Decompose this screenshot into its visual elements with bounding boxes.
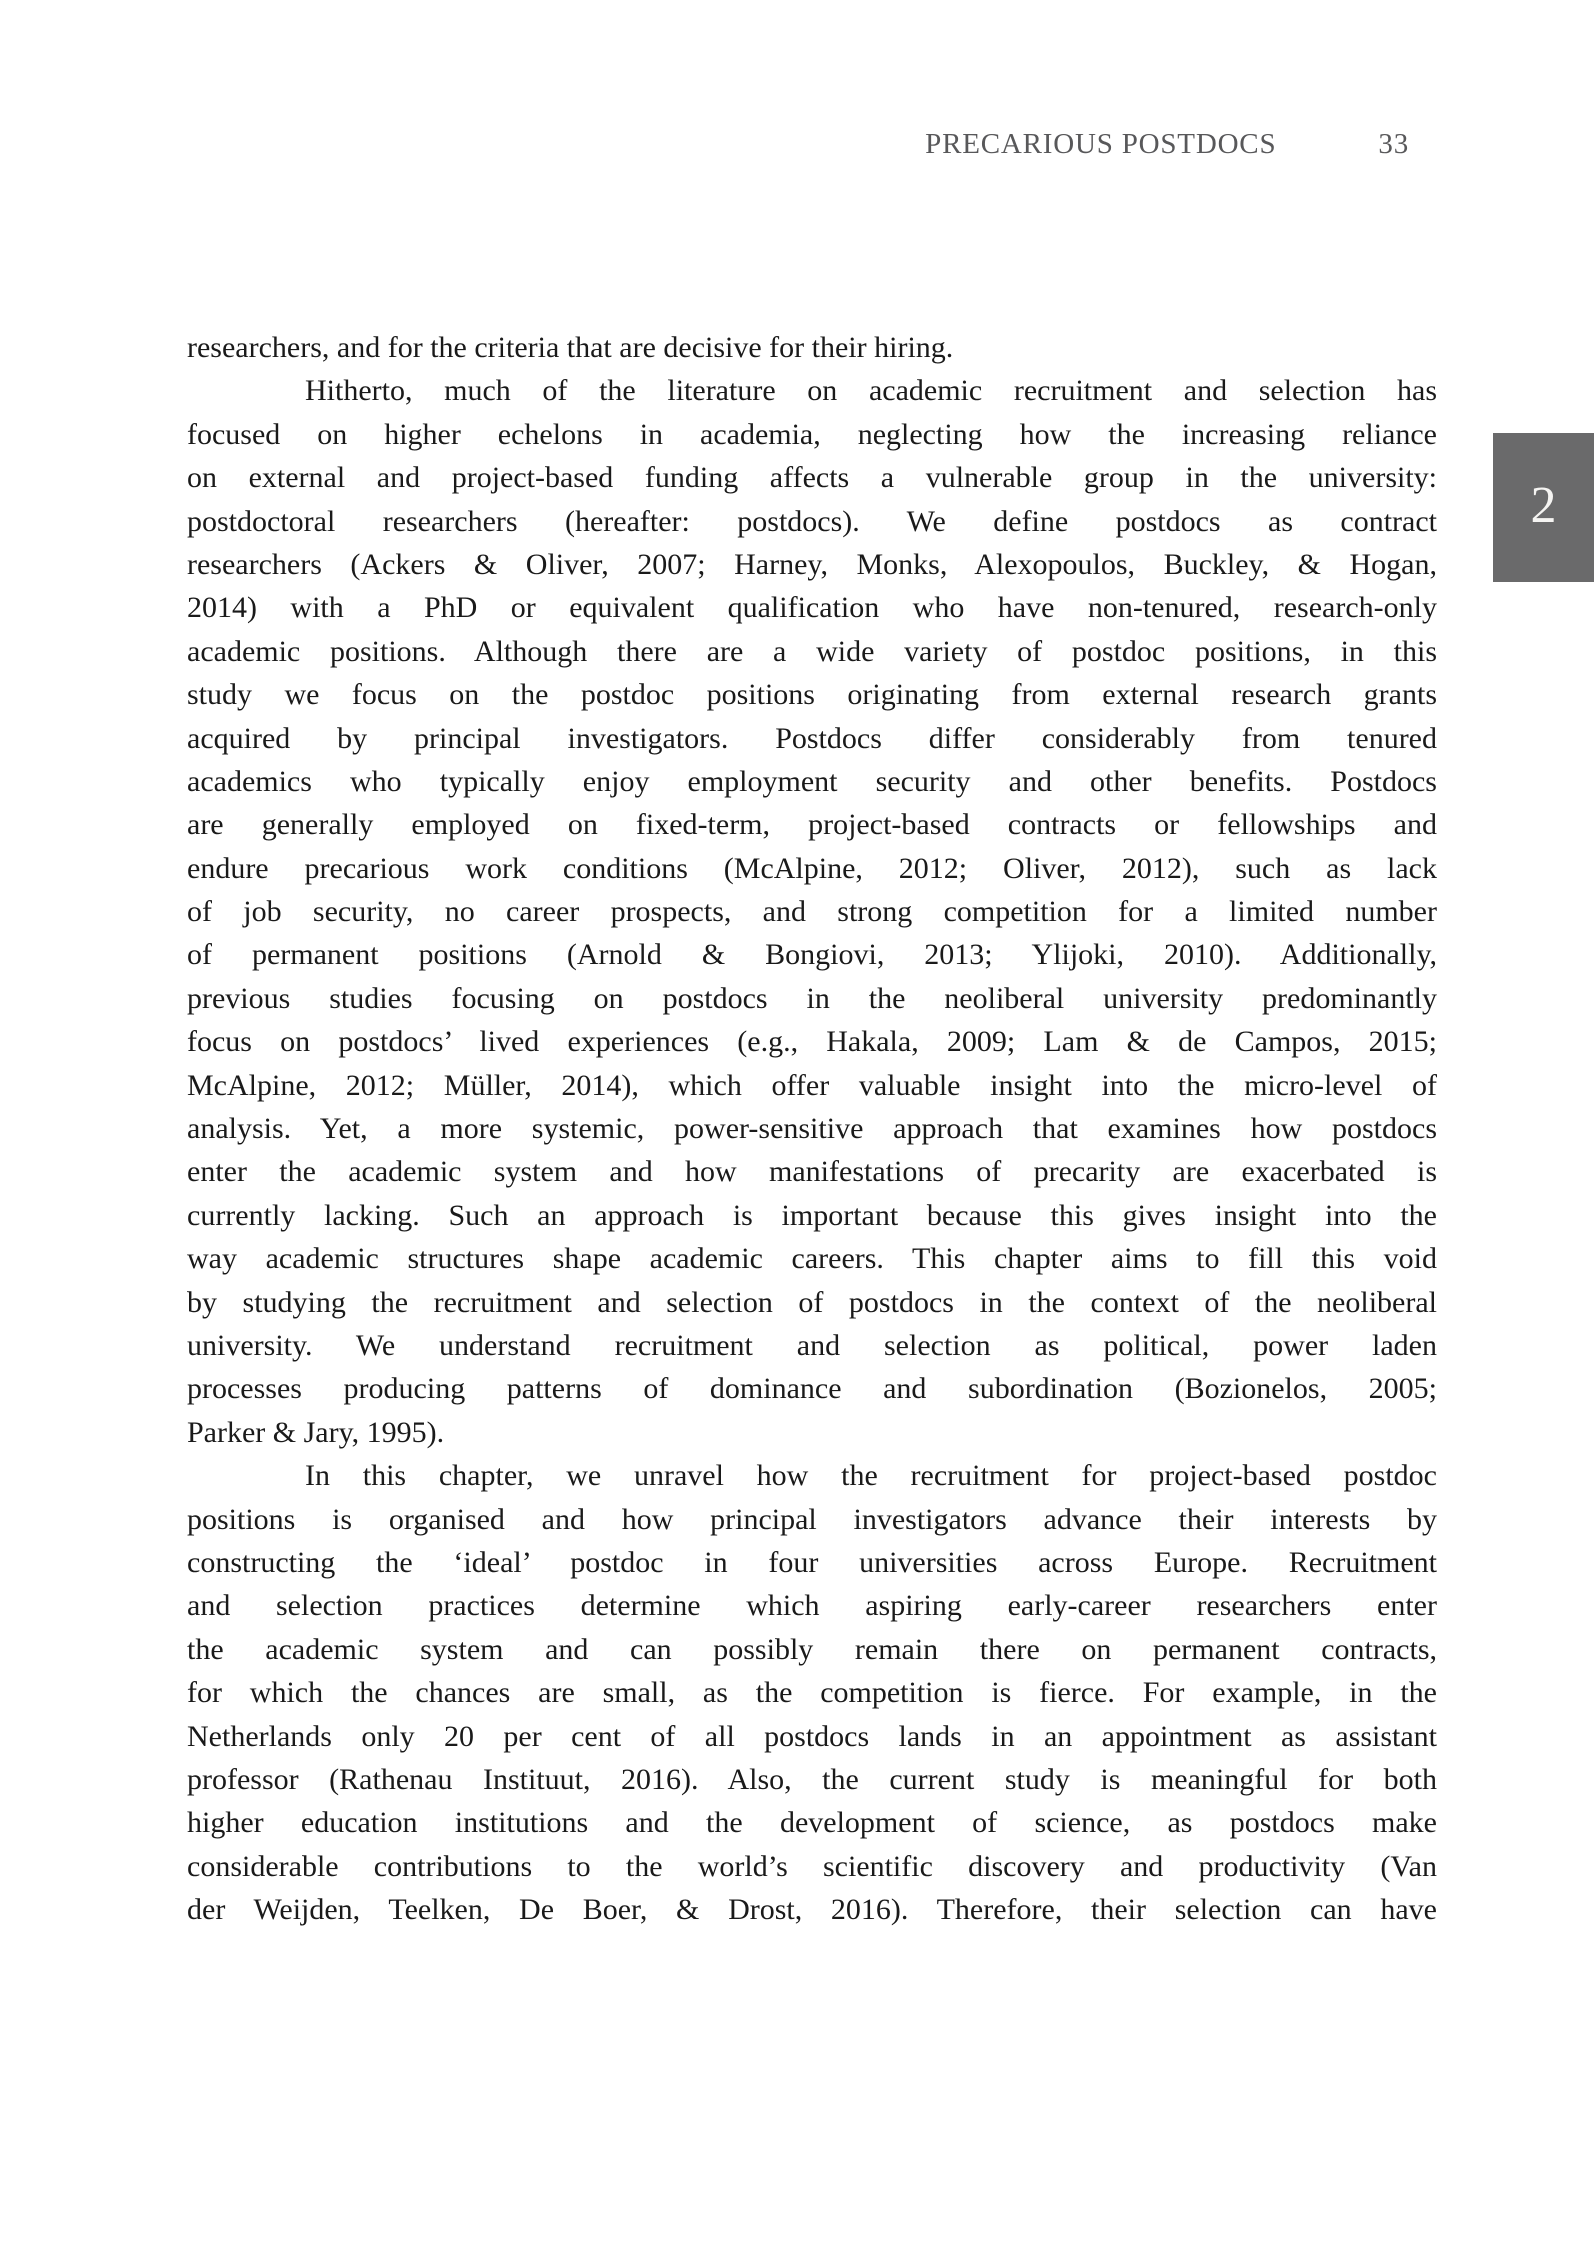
text-line: Netherlands only 20 per cent of all postdocs lands in an appointment as assistant (187, 1719, 1437, 1753)
text-line: analysis. Yet, a more systemic, power-sensitive approach that examines how postdocs (187, 1112, 1437, 1146)
text-line: previous studies focusing on postdocs in the neoliberal university predominantly (187, 981, 1437, 1015)
text-line: constructing the ‘ideal’ postdoc in four universities across Europe. Recruitment (187, 1545, 1437, 1579)
text-line: considerable contributions to the world’s scientific discovery and productivity (Van (187, 1849, 1437, 1883)
text-line: higher education institutions and the development of science, as postdocs make (187, 1806, 1437, 1840)
text-line: of permanent positions (Arnold & Bongiovi, 2013; Ylijoki, 2010). Additionally, (187, 938, 1437, 972)
text-line: are generally employed on fixed-term, project-based contracts or fellowships and (187, 808, 1437, 842)
text-line: professor (Rathenau Instituut, 2016). Also, the current study is meaningful for both (187, 1762, 1437, 1796)
text-line: study we focus on the postdoc positions originating from external research grants (187, 678, 1437, 712)
text-line: academics who typically enjoy employment security and other benefits. Postdocs (187, 764, 1437, 798)
text-line: way academic structures shape academic careers. This chapter aims to fill this void (187, 1242, 1437, 1276)
text-line: by studying the recruitment and selection of postdocs in the context of the neoliberal (187, 1285, 1437, 1319)
page-number: 33 (1378, 128, 1409, 160)
text-line: 2014) with a PhD or equivalent qualification who have non-tenured, research-only (187, 591, 1437, 625)
text-line: on external and project-based funding affects a vulnerable group in the university: (187, 461, 1437, 495)
text-line: enter the academic system and how manifestations of precarity are exacerbated is (187, 1155, 1437, 1189)
text-line: Parker & Jary, 1995). (187, 1415, 445, 1449)
text-line: processes producing patterns of dominance and subordination (Bozionelos, 2005; (187, 1372, 1437, 1406)
text-line: acquired by principal investigators. Postdocs differ considerably from tenured (187, 721, 1437, 755)
running-title: PRECARIOUS POSTDOCS (925, 128, 1277, 160)
text-line: researchers, and for the criteria that are decisive for their hiring. (187, 331, 954, 364)
text-line: researchers (Ackers & Oliver, 2007; Harney, Monks, Alexopoulos, Buckley, & Hogan, (187, 547, 1437, 581)
text-line: endure precarious work conditions (McAlpine, 2012; Oliver, 2012), such as lack (187, 851, 1437, 885)
text-line: and selection practices determine which aspiring early-career researchers enter (187, 1589, 1437, 1623)
chapter-number: 2 (1530, 476, 1557, 534)
text-line: positions is organised and how principal investigators advance their interests by (187, 1502, 1437, 1536)
text-line: for which the chances are small, as the competition is fierce. For example, in the (187, 1676, 1437, 1710)
text-line: McAlpine, 2012; Müller, 2014), which offer valuable insight into the micro-level of (187, 1068, 1437, 1102)
text-line: academic positions. Although there are a wide variety of postdoc positions, in this (187, 634, 1437, 668)
chapter-tab (1493, 433, 1594, 582)
text-line: focus on postdocs’ lived experiences (e.g., Hakala, 2009; Lam & de Campos, 2015; (187, 1025, 1437, 1059)
text-line: Hitherto, much of the literature on academic recruitment and selection has (305, 374, 1437, 408)
text-line: focused on higher echelons in academia, neglecting how the increasing reliance (187, 417, 1437, 451)
text-line: postdoctoral researchers (hereafter: postdocs). We define postdocs as contract (187, 504, 1437, 538)
text-line: currently lacking. Such an approach is important because this gives insight into the (187, 1198, 1437, 1232)
text-line: the academic system and can possibly remain there on permanent contracts, (187, 1632, 1437, 1666)
text-line: In this chapter, we unravel how the recruitment for project-based postdoc (305, 1459, 1437, 1493)
body-text (187, 326, 1437, 1931)
text-line: der Weijden, Teelken, De Boer, & Drost, 2016). Therefore, their selection can have (187, 1893, 1437, 1927)
running-header (187, 128, 1437, 161)
text-line: of job security, no career prospects, and strong competition for a limited number (187, 895, 1437, 929)
text-line: university. We understand recruitment and selection as political, power laden (187, 1328, 1437, 1362)
